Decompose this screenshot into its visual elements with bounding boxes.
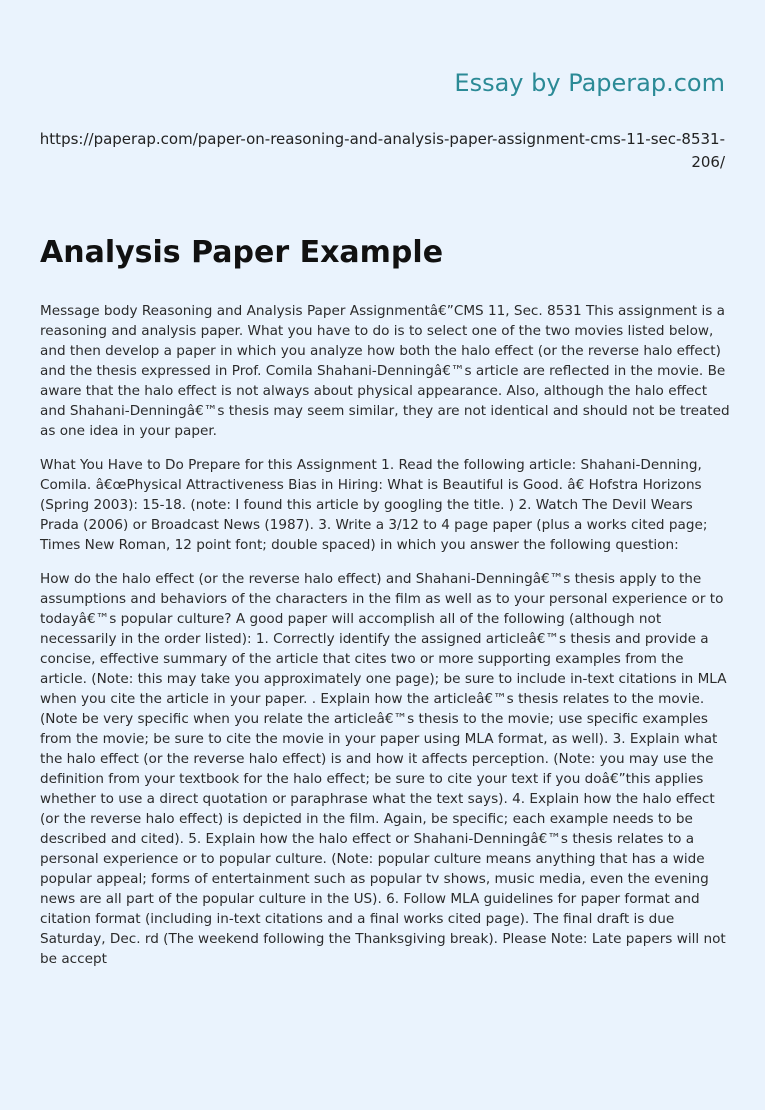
essay-body	[40, 301, 730, 983]
paragraph: Message body Reasoning and Analysis Paper Assignmentâ€”CMS 11, Sec. 8531 This assignment is a reasoning and analysis paper. What you have to do is to select one of the two movies listed below, and then develop a paper in which you analyze how both the halo effect (or the reverse halo effect) and the thesis expressed in Prof. Comila Shahani-Denningâ€™s article are reflected in the movie. Be aware that the halo effect is not always about physical appearance. Also, although the halo effect and Shahani-Denningâ€™s thesis may seem similar, they are not identical and should not be treated as one idea in your paper.	[40, 303, 730, 439]
page-title: Analysis Paper Example	[40, 235, 444, 270]
brand-link[interactable]: Essay by Paperap.com	[454, 69, 725, 97]
source-url[interactable]: https://paperap.com/paper-on-reasoning-and-analysis-paper-assignment-cms-11-sec-8531-206/	[39, 130, 725, 171]
paragraph: How do the halo effect (or the reverse halo effect) and Shahani-Denningâ€™s thesis apply to the assumptions and behaviors of the characters in the film as well as to your personal experience or to todayâ€™s popular culture? A good paper will accomplish all of the following (although not necessarily in the order listed): 1. Correctly identify the assigned articleâ€™s thesis and provide a concise, effective summary of the article that cites two or more supporting examples from the article. (Note: this may take you approximately one page); be sure to include in-text citations in MLA when you cite the article in your paper. . Explain how the articleâ€™s thesis relates to the movie. (Note be very specific when you relate the articleâ€™s thesis to the movie; use specific examples from the movie; be sure to cite the movie in your paper using MLA format, as well). 3. Explain what the halo effect (or the reverse halo effect) is and how it affects perception. (Note: you may use the definition from your textbook for the halo effect; be sure to cite your text if you doâ€”this applies whether to use a direct quotation or paraphrase what the text says). 4. Explain how the halo effect (or the reverse halo effect) is depicted in the film. Again, be specific; each example needs to be described and cited). 5. Explain how the halo effect or Shahani-Denningâ€™s thesis relates to a personal experience or to popular culture. (Note: popular culture means anything that has a wide popular appeal; forms of entertainment such as popular tv shows, music media, even the evening news are all part of the popular culture in the US). 6. Follow MLA guidelines for paper format and citation format (including in-text citations and a final works cited page). The final draft is due Saturday, Dec. rd (The weekend following the Thanksgiving break). Please Note: Late papers will not be accept	[40, 571, 727, 967]
paragraph: What You Have to Do Prepare for this Assignment 1. Read the following article: Shahani-Denning, Comila. â€œPhysical Attractiveness Bias in Hiring: What is Beautiful is Good. â€ Hofstra Horizons (Spring 2003): 15-18. (note: I found this article by googling the title. ) 2. Watch The Devil Wears Prada (2006) or Broadcast News (1987). 3. Write a 3/12 to 4 page paper (plus a works cited page; Times New Roman, 12 point font; double spaced) in which you answer the following question:	[40, 457, 708, 553]
